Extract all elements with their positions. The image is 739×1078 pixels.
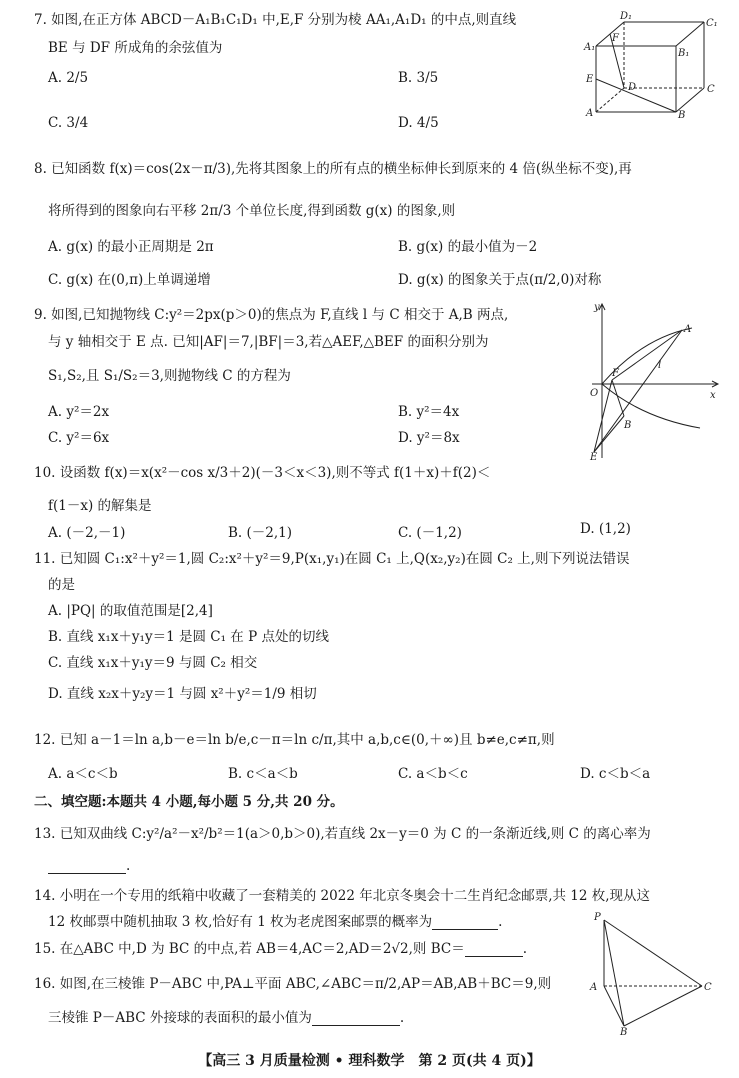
q7-option-c: C. 3/4 [48,115,89,131]
parabola-label-f: F [612,368,619,379]
q15-period: . [522,941,527,957]
q10-option-a: A. (－2,－1) [48,525,126,541]
q16-stem-line2: 三棱锥 P－ABC 外接球的表面积的最小值为 [48,1010,312,1026]
q7-option-b: B. 3/5 [398,70,439,86]
q15-stem-line1: 15. 在△ABC 中,D 为 BC 的中点,若 AB＝4,AC＝2,AD＝2√2,则 BC＝ [34,941,465,957]
section-2-heading: 二、填空题:本题共 4 小题,每小题 5 分,共 20 分。 [34,794,344,810]
q13-answer-line [48,858,130,874]
q10-option-c: C. (－1,2) [398,525,462,541]
q11-option-c: C. 直线 x₁x＋y₁y＝9 与圆 C₂ 相交 [48,655,258,671]
q9-option-a: A. y²＝2x [48,404,110,420]
q8-option-a: A. g(x) 的最小正周期是 2π [48,239,214,255]
q14-stem-line2-wrap [48,910,502,930]
q7-stem-line2: BE 与 DF 所成角的余弦值为 [48,40,223,56]
q9-option-b: B. y²＝4x [398,404,460,420]
q14-answer-blank[interactable] [432,915,498,930]
cube-label-e: E [586,74,594,85]
q9-stem-line1: 9. 如图,已知抛物线 C:y²＝2px(p＞0)的焦点为 F,直线 l 与 C 相交于 A,B 两点, [34,307,509,323]
q11-option-d: D. 直线 x₂x＋y₂y＝1 与圆 x²＋y²＝1/9 相切 [48,686,317,702]
q7-stem-line1: 7. 如图,在正方体 ABCD－A₁B₁C₁D₁ 中,E,F 分别为棱 AA₁,A₁D₁ 的中点,则直线 [34,12,517,28]
q14-period: . [498,914,503,930]
parabola-label-e: E [590,452,598,463]
page-footer: 【高三 3 月质量检测 • 理科数学 第 2 页(共 4 页)】 [198,1053,541,1069]
cube-label-a: A [586,108,594,119]
q12-stem-line1: 12. 已知 a－1＝ln a,b－e＝ln b/e,c－π＝ln c/π,其中 a,b,c∈(0,＋∞)且 b≠e,c≠π,则 [34,732,555,748]
q9-option-d: D. y²＝8x [398,430,460,446]
q13-period: . [126,858,131,874]
q13-answer-blank[interactable] [48,859,126,874]
cube-label-c1: C₁ [706,18,718,29]
q15-answer-blank[interactable] [465,942,523,957]
q7-option-a: A. 2/5 [48,70,89,86]
q16-period: . [399,1010,405,1026]
q9-stem-line2: 与 y 轴相交于 E 点. 已知|AF|＝7,|BF|＝3,若△AEF,△BEF 的面积分别为 [48,334,489,350]
q8-stem-line2: 将所得到的图象向右平移 2π/3 个单位长度,得到函数 g(x) 的图象,则 [48,203,456,219]
q11-stem-line1: 11. 已知圆 C₁:x²＋y²＝1,圆 C₂:x²＋y²＝9,P(x₁,y₁)在圆 C₁ 上,Q(x₂,y₂)在圆 C₂ 上,则下列说法错误 [34,551,630,567]
q12-option-d: D. c＜b＜a [580,766,651,782]
q11-option-b: B. 直线 x₁x＋y₁y＝1 是圆 C₁ 在 P 点处的切线 [48,629,329,645]
q12-option-c: C. a＜b＜c [398,766,468,782]
q8-option-b: B. g(x) 的最小值为－2 [398,239,538,255]
q14-stem-line2: 12 枚邮票中随机抽取 3 枚,恰好有 1 枚为老虎图案邮票的概率为 [48,914,433,930]
cube-figure [582,8,722,120]
parabola-label-l: l [658,360,662,371]
parabola-label-b: B [624,420,632,431]
q7-option-d: D. 4/5 [398,115,439,131]
parabola-figure [582,298,722,466]
q9-option-c: C. y²＝6x [48,430,110,446]
q8-option-c: C. g(x) 在(0,π)上单调递增 [48,272,211,288]
q16-stem-line1: 16. 如图,在三棱锥 P－ABC 中,PA⊥平面 ABC,∠ABC＝π/2,AP＝AB,AB＋BC＝9,则 [34,976,552,992]
q11-option-a: A. |PQ| 的取值范围是[2,4] [48,603,213,619]
q10-option-b: B. (－2,1) [228,525,293,541]
cube-label-b: B [678,110,686,120]
pyramid-label-c: C [704,982,712,993]
cube-label-c: C [707,84,715,95]
cube-label-d1: D₁ [620,11,633,22]
q10-stem-line2: f(1－x) 的解集是 [48,498,152,514]
q12-option-b: B. c＜a＜b [228,766,298,782]
q11-stem-line2: 的是 [48,577,75,593]
cube-label-d: D [628,82,637,93]
q13-stem-line1: 13. 已知双曲线 C:y²/a²－x²/b²＝1(a＞0,b＞0),若直线 2x－y＝0 为 C 的一条渐近线,则 C 的离心率为 [34,826,651,842]
pyramid-figure [586,908,720,1036]
q10-stem-line1: 10. 设函数 f(x)＝x(x²－cos x/3＋2)(－3＜x＜3),则不等式 f(1＋x)＋f(2)＜ [34,465,491,481]
cube-label-a1: A₁ [584,42,596,53]
q16-stem-line2-wrap [48,1006,404,1026]
parabola-label-o: O [590,388,599,399]
q10-option-d: D. (1,2) [580,521,631,537]
q8-stem-line1: 8. 已知函数 f(x)＝cos(2x－π/3),先将其图象上的所有点的横坐标伸长到原来的 4 倍(纵坐标不变),再 [34,161,632,177]
pyramid-label-p: P [594,912,601,923]
parabola-label-a: A [684,324,692,335]
pyramid-label-b: B [620,1027,628,1036]
pyramid-label-a: A [590,982,598,993]
q15-stem-wrap [34,937,527,957]
cube-label-b1: B₁ [678,48,690,59]
q8-option-d: D. g(x) 的图象关于点(π/2,0)对称 [398,272,602,288]
cube-label-f: F [612,33,619,44]
q16-answer-blank[interactable] [312,1011,400,1026]
q9-stem-line3: S₁,S₂,且 S₁/S₂＝3,则抛物线 C 的方程为 [48,368,291,384]
parabola-label-y: y [594,302,600,313]
parabola-label-x: x [710,390,716,401]
q14-stem-line1: 14. 小明在一个专用的纸箱中收藏了一套精美的 2022 年北京冬奥会十二生肖纪念邮票,共 12 枚,现从这 [34,888,651,904]
q12-option-a: A. a＜c＜b [48,766,118,782]
